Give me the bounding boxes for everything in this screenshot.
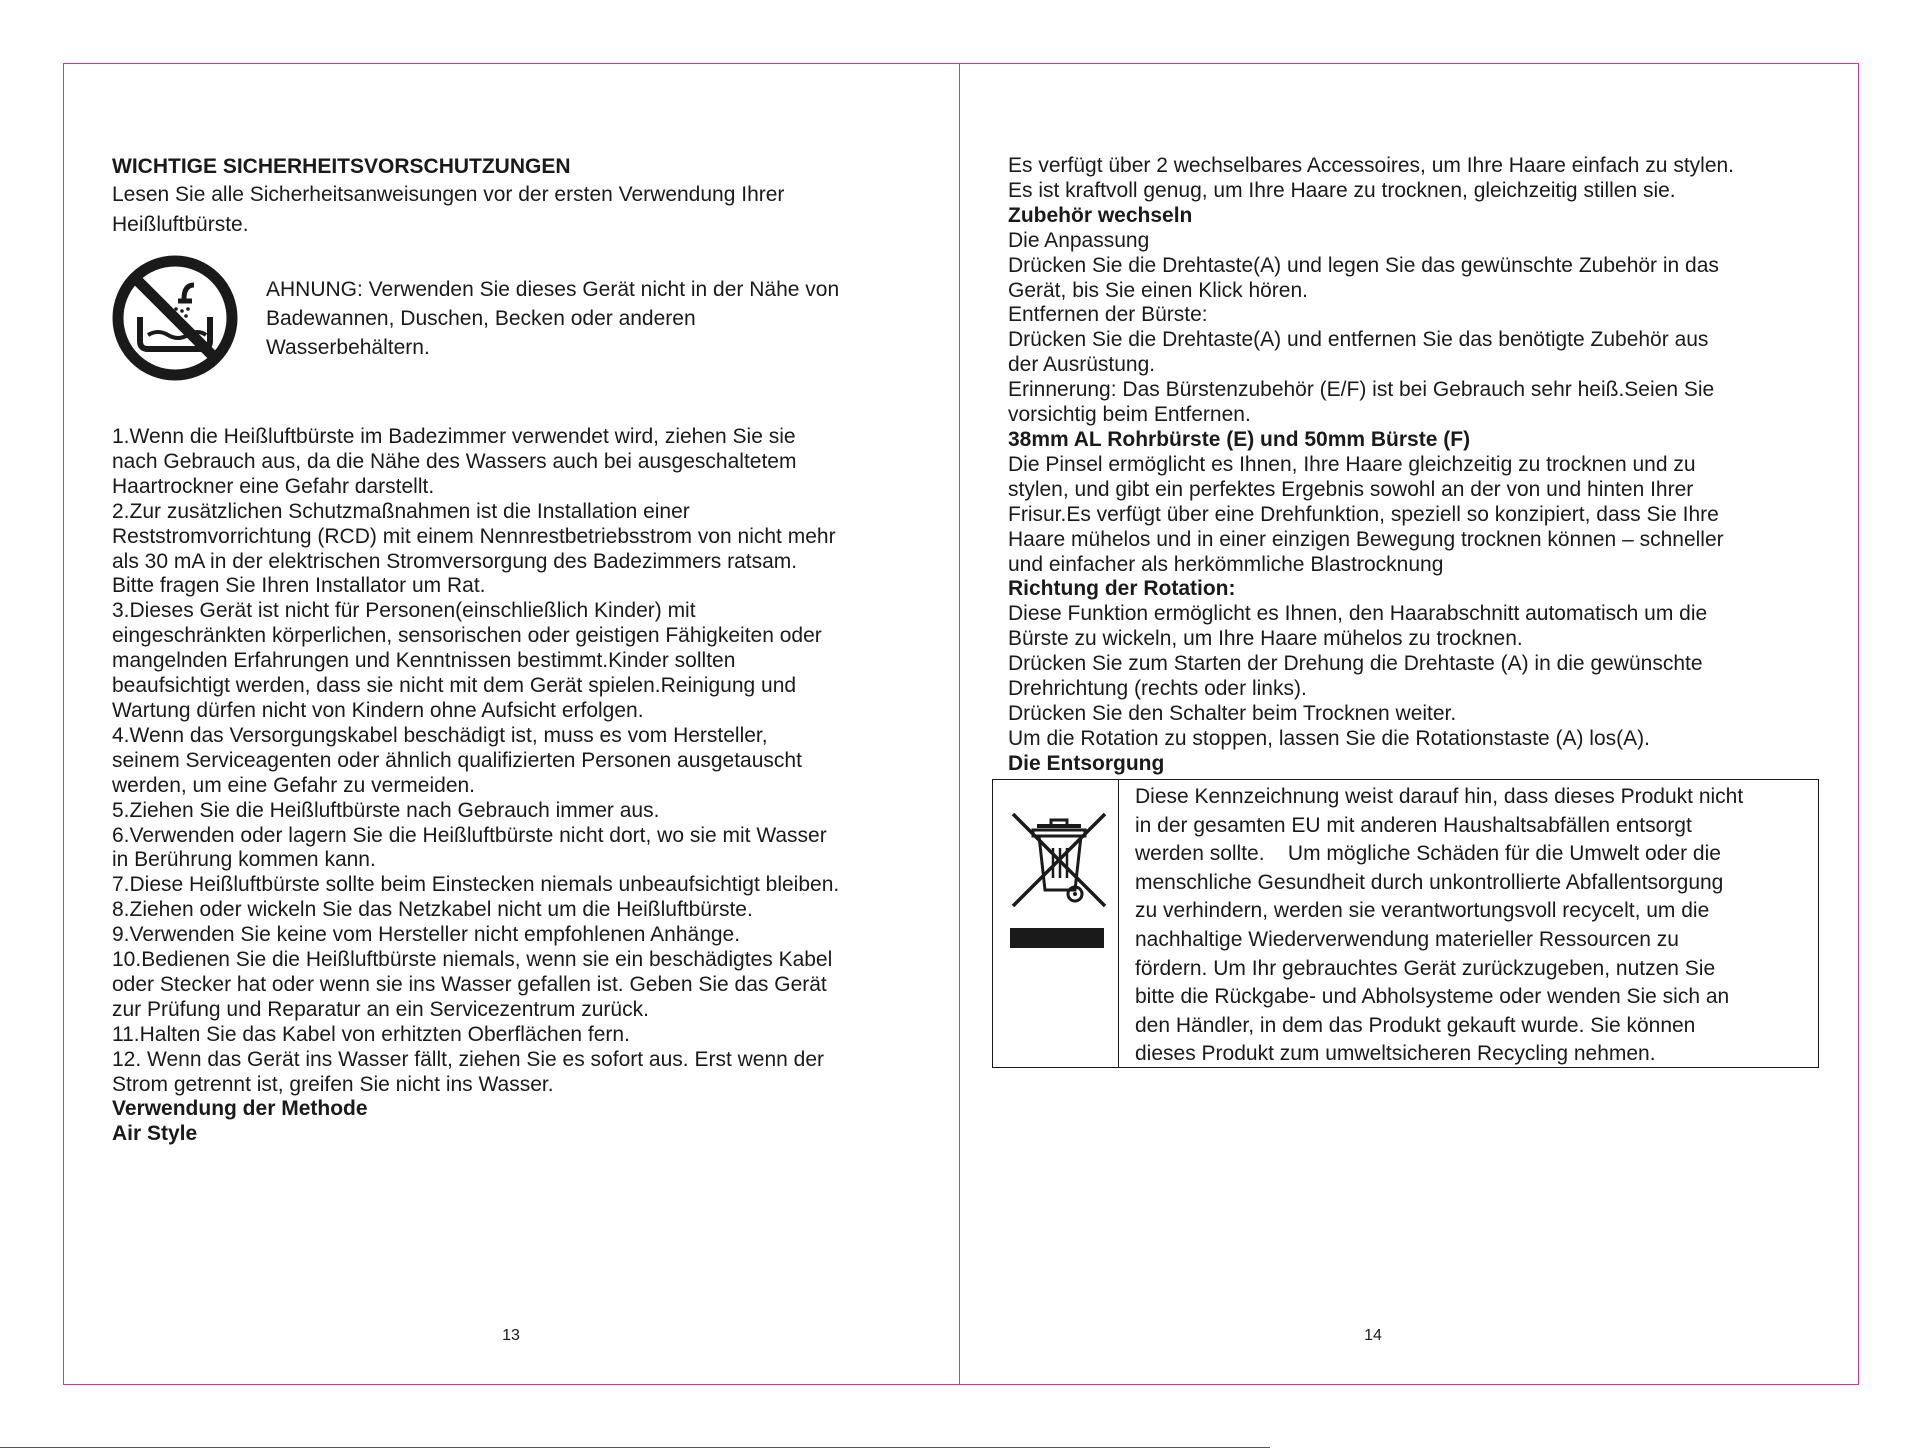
rule-line: 11.Halten Sie das Kabel von erhitzten Oberflächen fern. <box>112 1022 630 1046</box>
rule-line: 12. Wenn das Gerät ins Wasser fällt, ziehen Sie es sofort aus. Erst wenn der <box>112 1047 825 1071</box>
booklet-spread <box>63 63 1859 1385</box>
disposal-line: nachhaltige Wiederverwendung materieller Ressourcen zu <box>1135 927 1679 951</box>
text-line: Frisur.Es verfügt über eine Drehfunktion, speziell so konzipiert, dass Sie Ihre <box>1008 502 1719 526</box>
text-line: Drücken Sie die Drehtaste(A) und legen Sie das gewünschte Zubehör in das <box>1008 253 1719 277</box>
disposal-line: Diese Kennzeichnung weist darauf hin, dass dieses Produkt nicht <box>1135 785 1744 808</box>
rule-line: Haartrockner eine Gefahr darstellt. <box>112 474 435 498</box>
rule-line: zur Prüfung und Reparatur an ein Servicezentrum zurück. <box>112 997 649 1021</box>
intro-line: Heißluftbürste. <box>112 213 249 236</box>
text-line: Entfernen der Bürste: <box>1008 303 1208 327</box>
rule-line: werden, um eine Gefahr zu vermeiden. <box>112 773 476 797</box>
disposal-icon-cell <box>993 780 1119 1067</box>
rule-line: nach Gebrauch aus, da die Nähe des Wassers auch bei ausgeschaltetem <box>112 449 797 473</box>
text-line: stylen, und gibt ein perfektes Ergebnis sowohl an der von und hinten Ihrer <box>1008 477 1694 501</box>
rule-line: in Berührung kommen kann. <box>112 848 376 872</box>
disposal-line: fördern. Um Ihr gebrauchtes Gerät zurückzugeben, nutzen Sie <box>1135 956 1716 980</box>
rule-line: 2.Zur zusätzlichen Schutzmaßnahmen ist die Installation einer <box>112 499 690 523</box>
right-page <box>960 64 1860 1384</box>
text-line: Es verfügt über 2 wechselbares Accessoires, um Ihre Haare einfach zu stylen. <box>1008 154 1735 177</box>
page-number: 13 <box>502 1327 520 1344</box>
footer-rule <box>0 1447 1270 1448</box>
text-line: Bürste zu wickeln, um Ihre Haare mühelos zu trocknen. <box>1008 627 1523 651</box>
page-divider <box>959 63 960 1385</box>
bin-underbar <box>1010 928 1104 948</box>
text-line: Drücken Sie die Drehtaste(A) und entfernen Sie das benötigte Zubehör aus <box>1008 328 1709 352</box>
air-style-heading: Air Style <box>112 1122 198 1146</box>
disposal-line: zu verhindern, werden sie verantwortungsvoll recycelt, um die <box>1135 899 1710 923</box>
text-line: Gerät, bis Sie einen Klick hören. <box>1008 278 1308 302</box>
safety-heading: WICHTIGE SICHERHEITSVORSCHUTZUNGEN <box>112 155 571 178</box>
rule-line: 9.Verwenden Sie keine vom Hersteller nicht empfohlenen Anhänge. <box>112 923 741 947</box>
text-line: und einfacher als herkömmliche Blastrocknung <box>1008 552 1444 576</box>
text-line: vorsichtig beim Entfernen. <box>1008 403 1251 427</box>
rule-line: 5.Ziehen Sie die Heißluftbürste nach Gebrauch immer aus. <box>112 798 660 822</box>
disposal-line: bitte die Rückgabe- und Abholsysteme oder wenden Sie sich an <box>1135 985 1730 1009</box>
text-line: Erinnerung: Das Bürstenzubehör (E/F) ist bei Gebrauch sehr heiß.Seien Sie <box>1008 378 1715 402</box>
warning-line: Badewannen, Duschen, Becken oder anderen <box>266 307 696 330</box>
safety-rules <box>112 425 942 1147</box>
rule-line: 7.Diese Heißluftbürste sollte beim Einstecken niemals unbeaufsichtigt bleiben. <box>112 873 840 897</box>
disposal-heading: Die Entsorgung <box>1008 751 1165 775</box>
text-line: Es ist kraftvoll genug, um Ihre Haare zu trocknen, gleichzeitig stillen sie. <box>1008 178 1676 202</box>
disposal-line: menschliche Gesundheit durch unkontrollierte Abfallentsorgung <box>1135 870 1724 894</box>
rule-line: 6.Verwenden oder lagern Sie die Heißluftbürste nicht dort, wo sie mit Wasser <box>112 823 827 847</box>
crossed-out-wheelie-bin-icon <box>1007 808 1111 912</box>
intro-text <box>112 180 872 240</box>
rule-line: als 30 mA in der elektrischen Stromversorgung des Badezimmers ratsam. <box>112 549 798 573</box>
text-line: Haare mühelos und in einer einzigen Bewegung trocknen können – schneller <box>1008 527 1724 551</box>
page-number: 14 <box>1364 1327 1382 1344</box>
disposal-line: dieses Produkt zum umweltsicheren Recycling nehmen. <box>1135 1042 1656 1066</box>
rule-line: Reststromvorrichtung (RCD) mit einem Nennrestbetriebsstrom von nicht mehr <box>112 524 836 548</box>
rule-line: mangelnden Erfahrungen und Kenntnissen bestimmt.Kinder sollten <box>112 649 736 673</box>
instructions-text <box>1008 154 1838 777</box>
rule-line: beaufsichtigt werden, dass sie nicht mit dem Gerät spielen.Reinigung und <box>112 674 797 698</box>
text-line: Drücken Sie zum Starten der Drehung die Drehtaste (A) in die gewünschte <box>1008 652 1703 676</box>
rule-line: 8.Ziehen oder wickeln Sie das Netzkabel nicht um die Heißluftbürste. <box>112 898 753 922</box>
intro-line: Lesen Sie alle Sicherheitsanweisungen vor der ersten Verwendung Ihrer <box>112 183 785 206</box>
rotation-heading: Richtung der Rotation: <box>1008 577 1236 601</box>
text-line: Diese Funktion ermöglicht es Ihnen, den Haarabschnitt automatisch um die <box>1008 602 1708 626</box>
text-line: Um die Rotation zu stoppen, lassen Sie die Rotationstaste (A) los(A). <box>1008 726 1650 750</box>
disposal-line: in der gesamten EU mit anderen Haushaltsabfällen entsorgt <box>1135 813 1692 837</box>
warning-line: Wasserbehältern. <box>266 336 430 359</box>
accessory-change-heading: Zubehör wechseln <box>1008 203 1193 227</box>
rule-line: 1.Wenn die Heißluftbürste im Badezimmer verwendet wird, ziehen Sie sie <box>112 425 796 448</box>
warning-line: AHNUNG: Verwenden Sie dieses Gerät nicht in der Nähe von <box>266 278 840 301</box>
text-line: Die Anpassung <box>1008 228 1150 252</box>
rule-line: Wartung dürfen nicht von Kindern ohne Aufsicht erfolgen. <box>112 698 644 722</box>
brush-heading: 38mm AL Rohrbürste (E) und 50mm Bürste (F) <box>1008 427 1471 451</box>
text-line: der Ausrüstung. <box>1008 353 1156 377</box>
disposal-line: den Händler, in dem das Produkt gekauft wurde. Sie können <box>1135 1013 1696 1037</box>
text-line: Die Pinsel ermöglicht es Ihnen, Ihre Haare gleichzeitig zu trocknen und zu <box>1008 452 1696 476</box>
disposal-line: werden sollte. Um mögliche Schäden für die Umwelt oder die <box>1135 842 1721 866</box>
rule-line: oder Stecker hat oder wenn sie ins Wasser gefallen ist. Geben Sie das Gerät <box>112 972 827 996</box>
usage-method-heading: Verwendung der Methode <box>112 1097 368 1121</box>
disposal-text <box>1135 783 1805 1069</box>
rule-line: 4.Wenn das Versorgungskabel beschädigt ist, muss es vom Hersteller, <box>112 723 768 747</box>
text-line: Drücken Sie den Schalter beim Trocknen weiter. <box>1008 701 1457 725</box>
no-bathtub-icon <box>112 255 238 381</box>
disposal-notice-box <box>992 779 1819 1068</box>
rule-line: seinem Serviceagenten oder ähnlich qualifizierten Personen ausgetauscht <box>112 748 802 772</box>
rule-line: 3.Dieses Gerät ist nicht für Personen(einschließlich Kinder) mit <box>112 599 696 623</box>
left-page <box>64 64 960 1384</box>
rule-line: 10.Bedienen Sie die Heißluftbürste niemals, wenn sie ein beschädigtes Kabel <box>112 948 833 972</box>
rule-line: Strom getrennt ist, greifen Sie nicht ins Wasser. <box>112 1072 554 1096</box>
text-line: Drehrichtung (rechts oder links). <box>1008 677 1307 701</box>
rule-line: eingeschränkten körperlichen, sensorischen oder geistigen Fähigkeiten oder <box>112 624 822 648</box>
rule-line: Bitte fragen Sie Ihren Installator um Rat. <box>112 574 486 598</box>
warning-text <box>266 275 926 362</box>
